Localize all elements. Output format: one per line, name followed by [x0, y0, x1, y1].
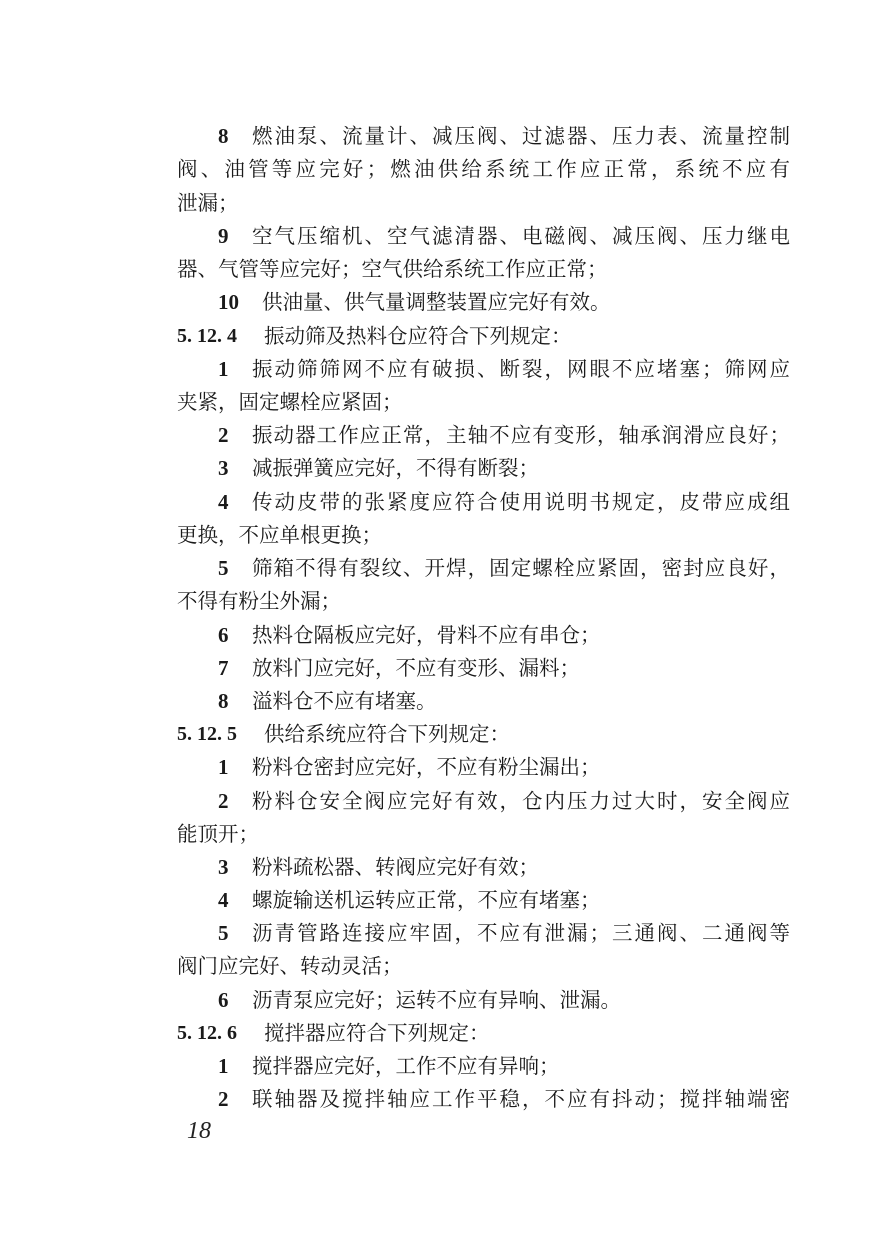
- line-text: 联轴器及搅拌轴应工作平稳，不应有抖动；搅拌轴端密: [252, 1087, 790, 1111]
- line-text: 不得有粉尘外漏；: [177, 589, 341, 613]
- line-text: 筛箱不得有裂纹、开焊，固定螺栓应紧固，密封应良好，: [252, 556, 790, 580]
- section-heading-line: [0, 718, 878, 751]
- item-number: 6: [218, 988, 229, 1012]
- text-line: [0, 286, 878, 319]
- item-number: 5: [218, 921, 229, 945]
- line-text: 夹紧，固定螺栓应紧固；: [177, 390, 403, 414]
- line-text: 振动器工作应正常，主轴不应有变形，轴承润滑应良好；: [252, 423, 790, 447]
- line-text: 传动皮带的张紧度应符合使用说明书规定，皮带应成组: [252, 490, 790, 514]
- line-text: 更换，不应单根更换；: [177, 523, 382, 547]
- section-number: 5. 12. 6: [177, 1022, 237, 1044]
- text-line: [0, 353, 878, 386]
- text-line: [0, 950, 878, 983]
- item-number: 8: [218, 124, 229, 148]
- line-text: 螺旋输送机运转应正常，不应有堵塞；: [252, 888, 601, 912]
- text-line: [0, 552, 878, 585]
- item-number: 8: [218, 689, 229, 713]
- line-text: 粉料疏松器、转阀应完好有效；: [252, 855, 539, 879]
- item-number: 10: [218, 290, 239, 314]
- item-number: 3: [218, 855, 229, 879]
- line-text: 粉料仓安全阀应完好有效，仓内压力过大时，安全阀应: [252, 789, 790, 813]
- line-text: 沥青泵应完好；运转不应有异响、泄漏。: [252, 988, 621, 1012]
- line-text: 器、气管等应完好；空气供给系统工作应正常；: [177, 257, 608, 281]
- item-number: 2: [218, 1087, 229, 1111]
- line-text: 溢料仓不应有堵塞。: [252, 689, 437, 713]
- item-number: 6: [218, 623, 229, 647]
- text-line: [0, 519, 878, 552]
- text-line: [0, 153, 878, 186]
- text-line: [0, 486, 878, 519]
- line-text: 阀、油管等应完好；燃油供给系统工作应正常，系统不应有: [177, 157, 790, 181]
- text-line: [0, 253, 878, 286]
- text-line: [0, 685, 878, 718]
- text-line: [0, 884, 878, 917]
- text-line: [0, 984, 878, 1017]
- text-line: [0, 120, 878, 153]
- text-line: [0, 818, 878, 851]
- line-text: 搅拌器应完好，工作不应有异响；: [252, 1054, 560, 1078]
- line-text: 振动筛筛网不应有破损、断裂，网眼不应堵塞；筛网应: [252, 357, 790, 381]
- item-number: 4: [218, 888, 229, 912]
- text-line: [0, 751, 878, 784]
- text-line: [0, 652, 878, 685]
- text-line: [0, 187, 878, 220]
- text-line: [0, 785, 878, 818]
- line-text: 沥青管路连接应牢固，不应有泄漏；三通阀、二通阀等: [252, 921, 790, 945]
- line-text: 燃油泵、流量计、减压阀、过滤器、压力表、流量控制: [252, 124, 790, 148]
- item-number: 2: [218, 789, 229, 813]
- item-number: 5: [218, 556, 229, 580]
- item-number: 4: [218, 490, 229, 514]
- item-number: 3: [218, 456, 229, 480]
- item-number: 1: [218, 357, 229, 381]
- text-line: [0, 585, 878, 618]
- text-line: [0, 619, 878, 652]
- item-number: 1: [218, 755, 229, 779]
- section-heading-line: [0, 1017, 878, 1050]
- line-text: 减振弹簧应完好，不得有断裂；: [252, 456, 539, 480]
- text-line: [0, 452, 878, 485]
- line-text: 放料门应完好，不应有变形、漏料；: [252, 656, 580, 680]
- line-text: 泄漏；: [177, 191, 239, 215]
- section-title: 搅拌器应符合下列规定：: [264, 1021, 490, 1045]
- page-number: 18: [187, 1118, 211, 1144]
- text-line: [0, 220, 878, 253]
- text-line: [0, 851, 878, 884]
- line-text: 供油量、供气量调整装置应完好有效。: [262, 290, 611, 314]
- item-number: 1: [218, 1054, 229, 1078]
- line-text: 粉料仓密封应完好，不应有粉尘漏出；: [252, 755, 601, 779]
- section-number: 5. 12. 4: [177, 325, 237, 347]
- text-line: [0, 1083, 878, 1116]
- text-line: [0, 419, 878, 452]
- line-text: 能顶开；: [177, 822, 259, 846]
- item-number: 7: [218, 656, 229, 680]
- text-line: [0, 386, 878, 419]
- line-text: 阀门应完好、转动灵活；: [177, 954, 403, 978]
- item-number: 9: [218, 224, 229, 248]
- text-line: [0, 1050, 878, 1083]
- item-number: 2: [218, 423, 229, 447]
- section-number: 5. 12. 5: [177, 723, 237, 745]
- line-text: 热料仓隔板应完好，骨料不应有串仓；: [252, 623, 601, 647]
- section-heading-line: [0, 320, 878, 353]
- line-text: 空气压缩机、空气滤清器、电磁阀、减压阀、压力继电: [252, 224, 790, 248]
- section-title: 供给系统应符合下列规定：: [264, 722, 510, 746]
- section-title: 振动筛及热料仓应符合下列规定：: [264, 324, 572, 348]
- text-line: [0, 917, 878, 950]
